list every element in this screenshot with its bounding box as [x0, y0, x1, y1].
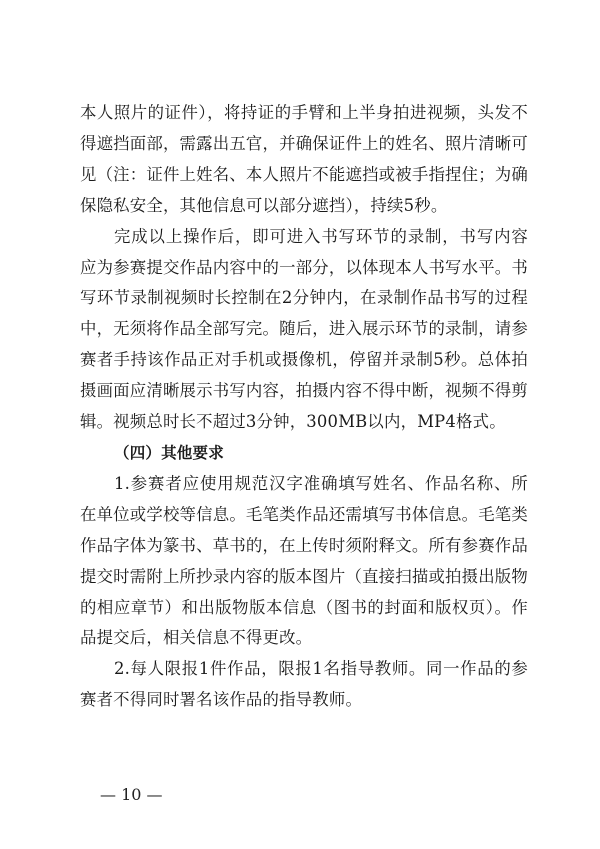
paragraph-item-1: 1.参赛者应使用规范汉字准确填写姓名、作品名称、所在单位或学校等信息。毛笔类作品还需填写书体信息。毛笔类作品字体为篆书、草书的，在上传时须附释文。所有参赛作品提交时需附上所抄录内容的版本图片（直接扫描或拍摄出版物的相应章节）和出版物版本信息（图书的封面和版权页）。作品提交后，相关信息不得更改。 [80, 473, 528, 648]
document-body [80, 98, 528, 716]
paragraph-item-2: 2.每人限报1件作品，限报1名指导教师。同一作品的参赛者不得同时署名该作品的指导教师。 [80, 659, 528, 710]
section-heading-other-requirements: （四）其他要求 [114, 443, 224, 462]
paragraph-writing-recording: 完成以上操作后，即可进入书写环节的录制，书写内容应为参赛提交作品内容中的一部分，以体现本人书写水平。书写环节录制视频时长控制在2分钟内，在录制作品书写的过程中，无须将作品全部写完。随后，进入展示环节的录制，请参赛者手持该作品正对手机或摄像机，停留并录制5秒。总体拍摄画面应清晰展示书写内容，拍摄内容不得中断，视频不得剪辑。视频总时长不超过3分钟，300MB以内，MP4格式。 [80, 226, 528, 432]
page-number: — 10 — [100, 785, 163, 804]
paragraph-id-photo-requirement: 本人照片的证件），将持证的手臂和上半身拍进视频，头发不得遮挡面部，需露出五官，并确保证件上的姓名、照片清晰可见（注：证件上姓名、本人照片不能遮挡或被手指捏住；为确保隐私安全，其他信息可以部分遮挡），持续5秒。 [80, 103, 528, 215]
